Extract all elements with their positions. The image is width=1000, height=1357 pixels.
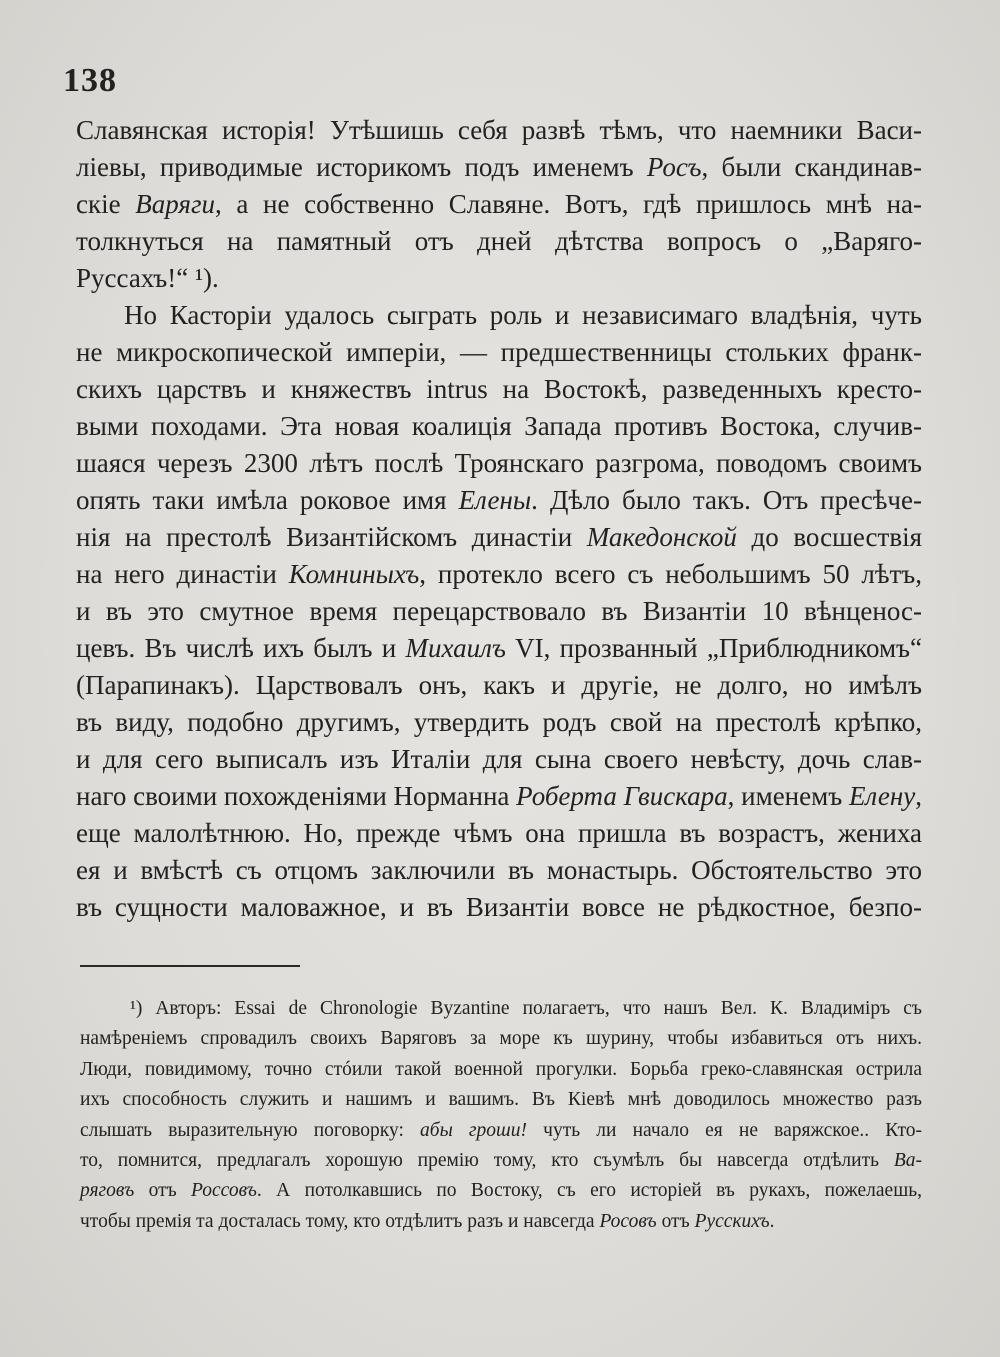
- text-line: цевъ. Въ числѣ ихъ былъ и Михаилъ VI, прозванный „Приблюдникомъ“: [76, 633, 923, 663]
- text-line: еще малолѣтнюю. Но, прежде чѣмъ она пришла въ возрастъ, жениха: [76, 818, 922, 848]
- text-line: опять таки имѣла роковое имя Елены. Дѣло было такъ. Отъ пресѣче-: [76, 485, 922, 515]
- text-line: скіе Варяги, а не собственно Славяне. Вотъ, гдѣ пришлось мнѣ на-: [76, 189, 922, 219]
- footnote-line: Люди, повидимому, точно стóили такой военной прогулки. Борьба греко-славянская острила: [80, 1058, 922, 1080]
- text-line: не микроскопической имперіи, — предшественницы стольких франк-: [76, 337, 922, 367]
- footnote-line: намѣреніемъ спровадилъ своихъ Варяговъ за море къ шурину, чтобы избавиться отъ нихъ.: [80, 1028, 922, 1050]
- text-line: въ виду, подобно другимъ, утвердить родъ свой на престолѣ крѣпко,: [76, 707, 922, 737]
- footnote-line: чтобы премія та досталась тому, кто отдѣлитъ разъ и навсегда Росовъ отъ Русскихъ.: [80, 1210, 775, 1232]
- text-line: Но Касторіи удалось сыграть роль и независимаго владѣнія, чуть: [124, 300, 922, 330]
- page-number: 138: [63, 62, 117, 99]
- text-line: и для сего выписалъ изъ Италіи для сына своего невѣсту, дочь слав-: [76, 744, 922, 774]
- text-line: (Парапинакъ). Царствовалъ онъ, какъ и другіе, не долго, но имѣлъ: [76, 670, 922, 700]
- text-line: въ сущности маловажное, и въ Византіи вовсе не рѣдкостное, безпо-: [76, 892, 922, 922]
- footnote-line: ихъ способность служить и нашимъ и вашимъ. Въ Кіевѣ мнѣ доводилось множество разъ: [80, 1089, 922, 1111]
- main-text: [76, 112, 922, 926]
- text-line: наго своими похожденіями Норманна Роберта Гвискара, именемъ Елену,: [76, 781, 922, 811]
- text-line: ея и вмѣстѣ съ отцомъ заключили въ монастырь. Обстоятельство это: [76, 855, 922, 885]
- footnote-line: слышать выразительную поговорку: абы гроши! чуть ли начало ея не варяжское.. Кто-: [80, 1119, 923, 1141]
- footnote: [80, 994, 922, 1237]
- text-line: выми походами. Эта новая коалиція Запада противъ Востока, случив-: [76, 411, 922, 441]
- text-line: толкнуться на памятный отъ дней дѣтства вопросъ о „Варяго-: [76, 226, 922, 256]
- text-line: и въ это смутное время перецарствовало въ Византіи 10 вѣнценос-: [76, 596, 922, 626]
- footnote-line: ряговъ отъ Россовъ. А потолкавшись по Востоку, съ его исторіей въ рукахъ, пожелаешь,: [80, 1180, 922, 1202]
- text-line: на него династіи Комниныхъ, протекло всего съ небольшимъ 50 лѣтъ,: [76, 559, 922, 589]
- text-line: ліевы, приводимые историкомъ подъ именемъ Росъ, были скандинав-: [76, 152, 923, 182]
- text-line: Славянская исторія! Утѣшишь себя развѣ тѣмъ, что наемники Васи-: [76, 115, 922, 145]
- text-line: Руссахъ!“ ¹).: [76, 263, 219, 293]
- footnote-line: ¹) Авторъ: Essai de Chronologie Byzantine полагаетъ, что нашъ Вел. К. Владиміръ съ: [130, 998, 922, 1019]
- text-line: шаяся черезъ 2300 лѣтъ послѣ Троянскаго разгрома, поводомъ своимъ: [76, 448, 922, 478]
- footnote-divider: [80, 965, 300, 967]
- text-line: скихъ царствъ и княжествъ intrus на Востокѣ, разведенныхъ кресто-: [76, 374, 922, 404]
- footnote-line: то, помнится, предлагалъ хорошую премію тому, кто съумѣлъ бы навсегда отдѣлить Ва-: [80, 1149, 922, 1171]
- text-line: нія на престолѣ Византійскомъ династіи Македонской до восшествія: [76, 522, 922, 552]
